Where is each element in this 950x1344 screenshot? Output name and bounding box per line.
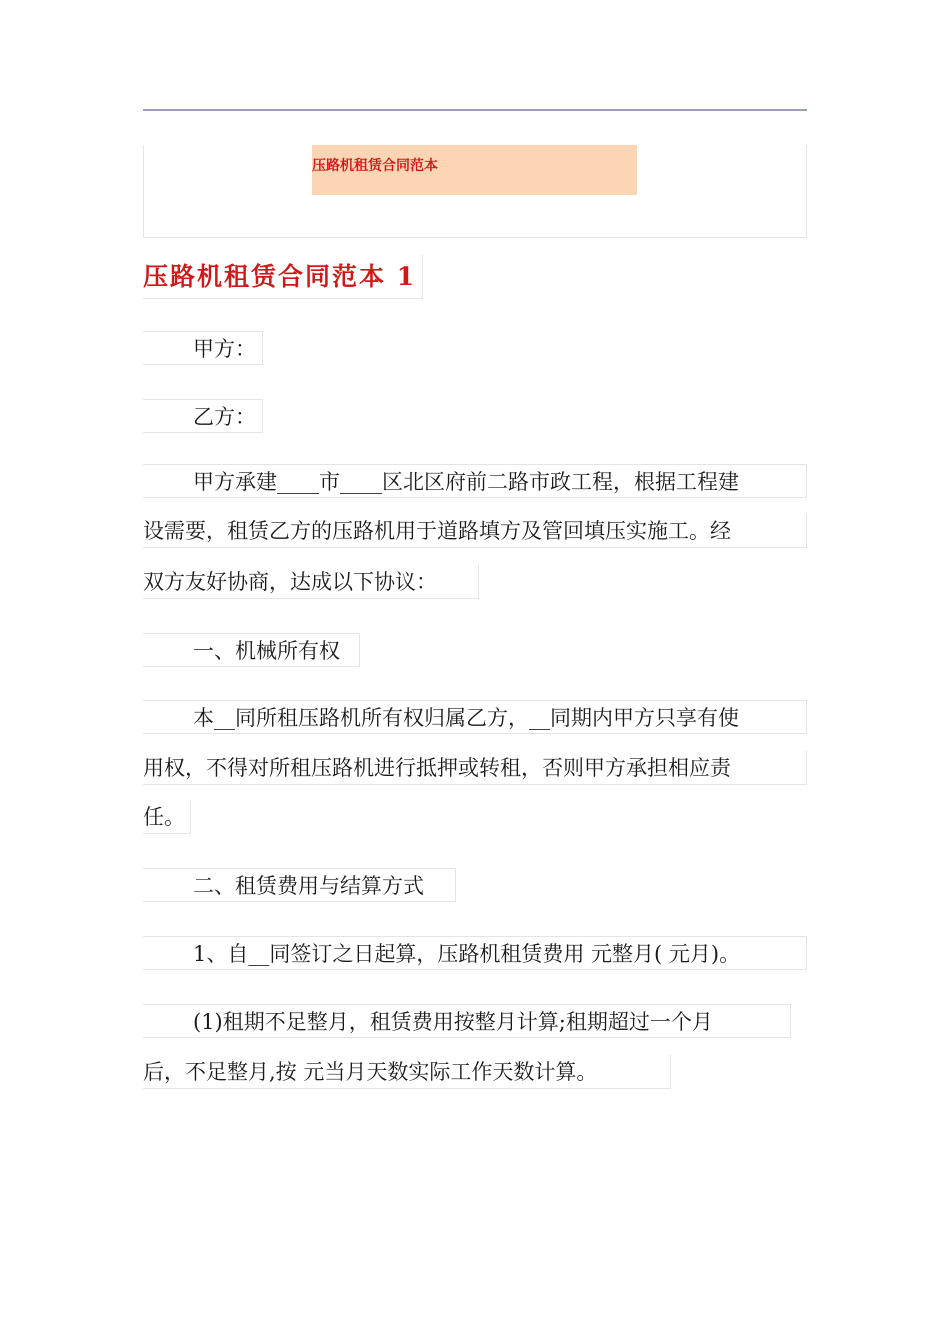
section-heading-2: 二、租赁费用与结算方式	[143, 868, 456, 902]
paragraph-line: 设需要，租赁乙方的压路机用于道路填方及管回填压实施工。经	[143, 514, 807, 548]
paragraph-line: (1)租期不足整月，租赁费用按整月计算;租期超过一个月	[143, 1004, 791, 1038]
top-rule	[143, 109, 807, 111]
party-a-line: 甲方：	[143, 331, 263, 365]
section-heading-1: 一、机械所有权	[143, 633, 360, 667]
paragraph-line: 任。	[143, 800, 191, 834]
party-b-line: 乙方：	[143, 399, 263, 433]
paragraph-line: 后，不足整月,按 元当月天数实际工作天数计算。	[143, 1055, 671, 1089]
document-title: 压路机租赁合同范本 1	[143, 255, 423, 299]
paragraph-line: 甲方承建____市____区北区府前二路市政工程，根据工程建	[143, 464, 807, 498]
paragraph-line: 用权，不得对所租压路机进行抵押或转租，否则甲方承担相应责	[143, 751, 807, 785]
header-banner	[312, 145, 637, 195]
paragraph-line: 1、自__同签订之日起算，压路机租赁费用 元整月( 元月)。	[143, 936, 807, 970]
paragraph-line: 本__同所租压路机所有权归属乙方，__同期内甲方只享有使	[143, 700, 807, 734]
banner-text: 压路机租赁合同范本	[312, 158, 438, 174]
paragraph-line: 双方友好协商，达成以下协议：	[143, 565, 479, 599]
